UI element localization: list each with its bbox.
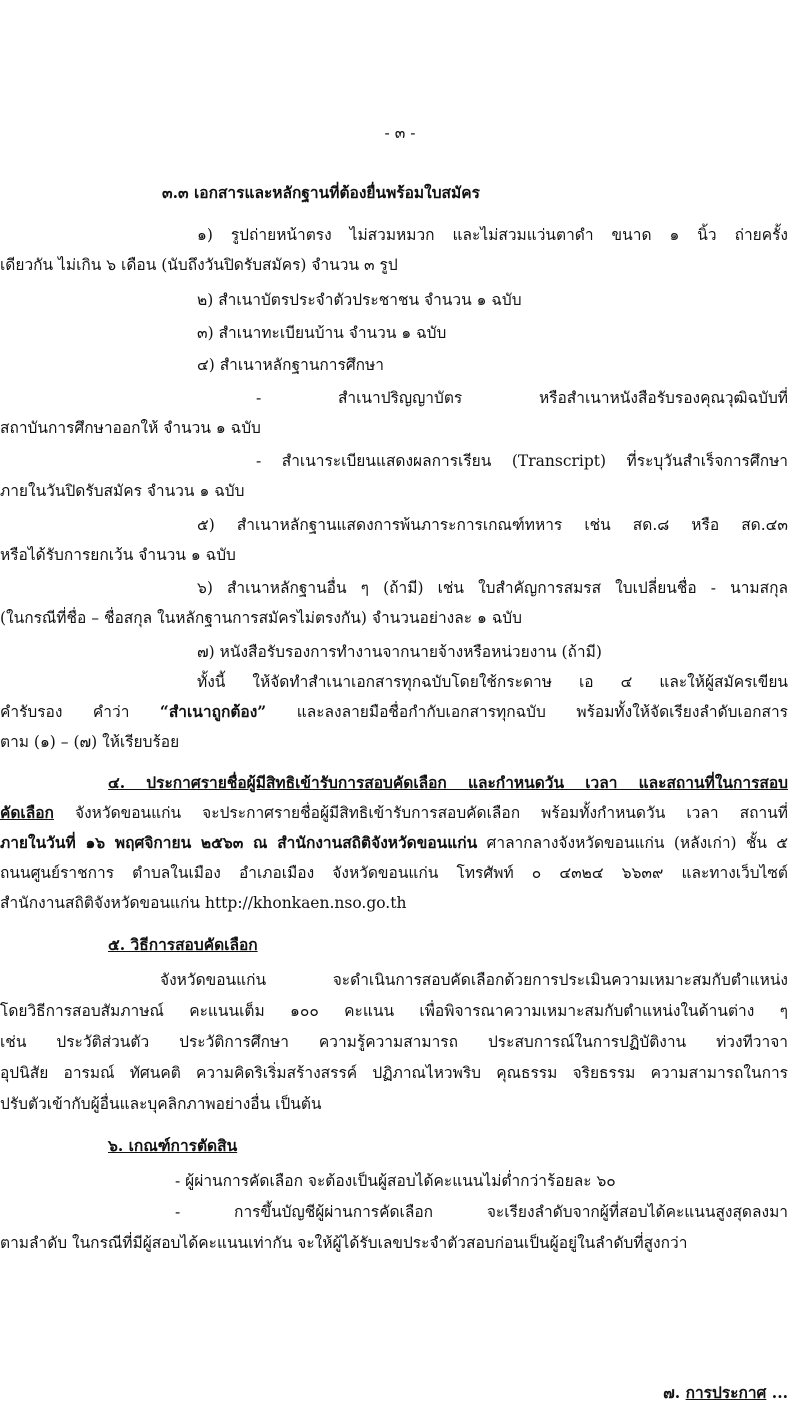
section-3-3-heading: ๓.๓ เอกสารและหลักฐานที่ต้องยื่นพร้อมใบสมัคร (162, 183, 480, 202)
item-4b-line-2: ภายในวันปิดรับสมัคร จำนวน ๑ ฉบับ (0, 482, 245, 500)
item-4a-line-2: สถาบันการศึกษาออกให้ จำนวน ๑ ฉบับ (0, 419, 261, 437)
note-line-3: ตาม (๑) – (๗) ให้เรียบร้อย (0, 733, 180, 751)
item-4a-line-1: - สำเนาปริญญาบัตร หรือสำเนาหนังสือรับรองคุณวุฒิฉบับที่ (256, 389, 788, 407)
section-4-line-4: สำนักงานสถิติจังหวัดขอนแก่น http://khonkaen.nso.go.th (0, 894, 407, 912)
page-number: - ๓ - (384, 124, 416, 142)
section-6-line-1: - ผู้ผ่านการคัดเลือก จะต้องเป็นผู้สอบได้คะแนนไม่ต่ำกว่าร้อยละ ๖๐ (175, 1172, 616, 1190)
section-5-line-1: จังหวัดขอนแก่น จะดำเนินการสอบคัดเลือกด้วยการประเมินความเหมาะสมกับตำแหน่ง (160, 971, 788, 989)
section-6-line-2: - การขึ้นบัญชีผู้ผ่านการคัดเลือก จะเรียงลำดับจากผู้ที่สอบได้คะแนนสูงสุดลงมา (175, 1203, 788, 1221)
section-5-heading: ๕. วิธีการสอบคัดเลือก (108, 935, 258, 954)
section-4-line-2 (0, 828, 800, 858)
item-1-line-2: เดียวกัน ไม่เกิน ๖ เดือน (นับถึงวันปิดรับสมัคร) จำนวน ๓ รูป (0, 256, 398, 274)
item-7: ๗) หนังสือรับรองการทำงานจากนายจ้างหรือหน่วยงาน (ถ้ามี) (197, 643, 602, 661)
section-5-line-2: โดยวิธีการสอบสัมภาษณ์ คะแนนเต็ม ๑๐๐ คะแนน เพื่อพิจารณาความเหมาะสมกับตำแหน่งในด้านต่าง ๆ (0, 1002, 788, 1020)
item-4b-line-1: - สำเนาระเบียนแสดงผลการเรียน (Transcript) ที่ระบุวันสำเร็จการศึกษา (256, 452, 788, 470)
item-5-line-1: ๕) สำเนาหลักฐานแสดงการพ้นภาระการเกณฑ์ทหาร เช่น สด.๘ หรือ สด.๔๓ (197, 516, 788, 534)
note-line-1: ทั้งนี้ ให้จัดทำสำเนาเอกสารทุกฉบับโดยใช้กระดาษ เอ ๔ และให้ผู้สมัครเขียน (197, 673, 788, 691)
announcement-date-location: ภายในวันที่ ๑๖ พฤศจิกายน ๒๕๖๓ ณ สำนักงานสถิติจังหวัดขอนแก่น (0, 833, 478, 852)
section-4-heading: ๔. ประกาศรายชื่อผู้มีสิทธิเข้ารับการสอบคัดเลือก และกำหนดวัน เวลา และสถานที่ในการสอบ (108, 773, 788, 792)
item-3: ๓) สำเนาทะเบียนบ้าน จำนวน ๑ ฉบับ (197, 324, 447, 342)
section-6-line-3: ตามลำดับ ในกรณีที่มีผู้สอบได้คะแนนเท่ากัน จะให้ผู้ได้รับเลขประจำตัวสอบก่อนเป็นผู้อยู่ในลำดับที่สูงกว่า (0, 1234, 688, 1252)
item-6-line-2: (ในกรณีที่ชื่อ – ชื่อสกุล ในหลักฐานการสมัครไม่ตรงกัน) จำนวนอย่างละ ๑ ฉบับ (0, 609, 522, 627)
section-5-line-5: ปรับตัวเข้ากับผู้อื่นและบุคลิกภาพอย่างอื่น เป็นต้น (0, 1095, 322, 1113)
item-1-line-1: ๑) รูปถ่ายหน้าตรง ไม่สวมหมวก และไม่สวมแว่นตาดำ ขนาด ๑ นิ้ว ถ่ายครั้ง (197, 226, 788, 244)
continuation-label: การประกาศ (685, 1383, 767, 1402)
continuation-dots: ... (766, 1383, 788, 1402)
item-5-line-2: หรือได้รับการยกเว้น จำนวน ๑ ฉบับ (0, 546, 236, 564)
item-2: ๒) สำเนาบัตรประจำตัวประชาชน จำนวน ๑ ฉบับ (197, 291, 522, 309)
item-4: ๔) สำเนาหลักฐานการศึกษา (197, 356, 384, 374)
section-4-text-1: จังหวัดขอนแก่น จะประกาศรายชื่อผู้มีสิทธิเข้ารับการสอบคัดเลือก พร้อมทั้งกำหนดวัน เวลา สถานที่ (53, 804, 788, 822)
item-6-line-1: ๖) สำเนาหลักฐานอื่น ๆ (ถ้ามี) เช่น ใบสำคัญการสมรส ใบเปลี่ยนชื่อ - นามสกุล (197, 579, 788, 597)
continuation-footer (663, 1378, 788, 1408)
section-6-heading: ๖. เกณฑ์การตัดสิน (108, 1136, 238, 1155)
section-5-line-3: เช่น ประวัติส่วนตัว ประวัติการศึกษา ความรู้ความสามารถ ประสบการณ์ในการปฏิบัติงาน ท่วงทีวาจา (0, 1033, 788, 1051)
section-4-line-3: ถนนศูนย์ราชการ ตำบลในเมือง อำเภอเมือง จังหวัดขอนแก่น โทรศัพท์ ๐ ๔๓๒๔ ๖๖๓๙ และทางเว็บไซต์ (0, 864, 788, 882)
note-line-2-start: คำรับรอง คำว่า (0, 703, 160, 721)
certified-copy-phrase: “สำเนาถูกต้อง” (159, 702, 267, 721)
section-4-text-2: ศาลากลางจังหวัดขอนแก่น (หลังเก่า) ชั้น ๕ (477, 834, 788, 852)
section-5-line-4: อุปนิสัย อารมณ์ ทัศนคติ ความคิดริเริ่มสร้างสรรค์ ปฏิภาณไหวพริบ คุณธรรม จริยธรรม ความสามารถในการ (0, 1064, 788, 1082)
section-4-line-1 (0, 798, 800, 828)
note-line-2 (0, 697, 800, 727)
note-line-2-end: และลงลายมือชื่อกำกับเอกสารทุกฉบับ พร้อมทั้งให้จัดเรียงลำดับเอกสาร (266, 703, 788, 721)
continuation-number: ๗. (663, 1383, 681, 1402)
section-4-heading-end: คัดเลือก (0, 803, 54, 822)
